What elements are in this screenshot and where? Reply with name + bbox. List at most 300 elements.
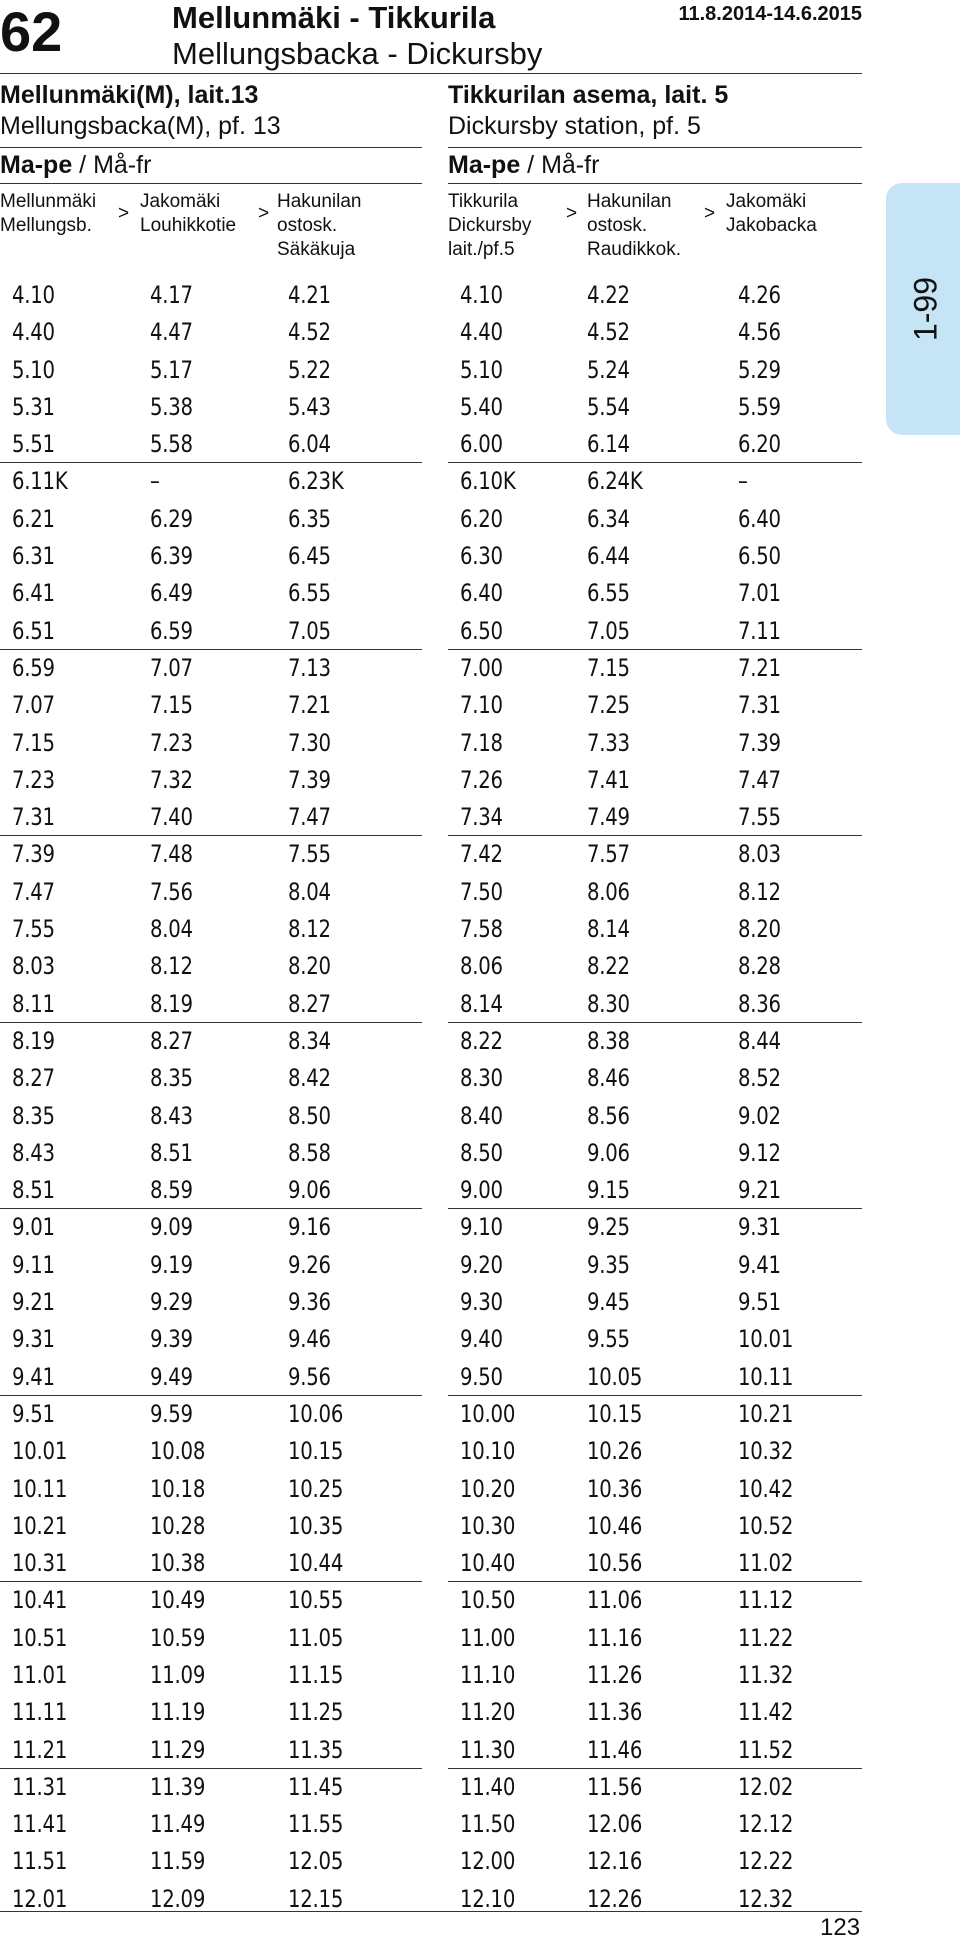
- time-cell: 5.40: [460, 392, 503, 421]
- time-cell: 12.06: [587, 1810, 643, 1839]
- time-cell: 11.19: [150, 1698, 206, 1727]
- time-cell: 11.22: [738, 1623, 794, 1652]
- table-row: [448, 911, 862, 948]
- table-row: [448, 1881, 862, 1918]
- table-row: [0, 762, 422, 799]
- time-cell: 7.05: [587, 616, 630, 645]
- table-row: [448, 1098, 862, 1135]
- table-row: [448, 1471, 862, 1508]
- time-cell: 11.30: [460, 1735, 516, 1764]
- time-cell: –: [738, 467, 748, 496]
- time-cell: 9.15: [587, 1176, 630, 1205]
- time-cell: –: [150, 467, 160, 496]
- time-cell: 10.35: [288, 1511, 344, 1540]
- time-cell: 6.55: [288, 579, 331, 608]
- time-cell: 8.42: [288, 1064, 331, 1093]
- time-cell: 7.47: [738, 765, 781, 794]
- time-cell: 10.08: [150, 1437, 206, 1466]
- time-cell: 6.34: [587, 504, 630, 533]
- table-row: [448, 948, 862, 985]
- table-row: [448, 836, 862, 873]
- table-row: [0, 1135, 422, 1172]
- time-cell: 10.36: [587, 1474, 643, 1503]
- time-cell: 8.11: [12, 989, 55, 1018]
- time-cell: 6.45: [288, 542, 331, 571]
- table-row: [448, 389, 862, 426]
- time-cell: 9.10: [460, 1213, 503, 1242]
- time-cell: 6.29: [150, 504, 193, 533]
- time-cell: 8.20: [288, 952, 331, 981]
- table-row: [448, 277, 862, 314]
- time-cell: 10.46: [587, 1511, 643, 1540]
- time-cell: 7.47: [288, 803, 331, 832]
- time-cell: 10.01: [12, 1437, 68, 1466]
- time-cell: 10.55: [288, 1586, 344, 1615]
- direction-divider-1: [0, 147, 422, 148]
- time-cell: 8.30: [587, 989, 630, 1018]
- time-cell: 7.05: [288, 616, 331, 645]
- stop-header: Hakunilan ostosk. Raudikkok.: [587, 191, 681, 260]
- time-cell: 7.32: [150, 765, 193, 794]
- time-cell: 8.20: [738, 915, 781, 944]
- section-tab[interactable]: [886, 183, 960, 435]
- stop-header: Mellunmäki Mellungsb.: [0, 191, 97, 236]
- time-cell: 7.11: [738, 616, 781, 645]
- time-cell: 11.16: [587, 1623, 643, 1652]
- time-cell: 10.40: [460, 1549, 516, 1578]
- table-row: [448, 1284, 862, 1321]
- time-cell: 6.20: [738, 430, 781, 459]
- time-cell: 6.00: [460, 430, 503, 459]
- time-cell: 8.27: [12, 1064, 55, 1093]
- time-cell: 5.58: [150, 430, 193, 459]
- direction-1-from-sv: Mellungsbacka(M), pf. 13: [0, 112, 281, 140]
- table-row: [448, 1508, 862, 1545]
- time-cell: 6.51: [12, 616, 55, 645]
- time-cell: 10.49: [150, 1586, 206, 1615]
- time-cell: 4.26: [738, 281, 781, 309]
- table-row: [0, 575, 422, 612]
- time-cell: 8.19: [150, 989, 193, 1018]
- footer-divider: [0, 1911, 862, 1912]
- time-cell: 7.23: [12, 765, 55, 794]
- time-cell: 11.39: [150, 1772, 206, 1801]
- time-cell: 11.10: [460, 1660, 516, 1689]
- arrow-icon: >: [258, 203, 270, 224]
- table-row: [448, 650, 862, 687]
- time-cell: 7.57: [587, 840, 630, 869]
- time-cell: 8.12: [150, 952, 193, 981]
- time-cell: 10.21: [12, 1511, 68, 1540]
- time-cell: 9.12: [738, 1138, 781, 1167]
- stop-header: Jakomäki Louhikkotie: [140, 191, 237, 236]
- time-cell: 8.06: [460, 952, 503, 981]
- table-row: [448, 1843, 862, 1880]
- time-cell: 8.43: [12, 1138, 55, 1167]
- table-row: [0, 1508, 422, 1545]
- time-cell: 5.51: [12, 430, 55, 459]
- time-cell: 7.00: [460, 653, 503, 682]
- days-divider-1: [0, 183, 422, 184]
- time-cell: 10.20: [460, 1474, 516, 1503]
- time-cell: 8.52: [738, 1064, 781, 1093]
- time-cell: 6.14: [587, 430, 630, 459]
- route-name-sv: Mellungsbacka - Dickursby: [172, 36, 543, 71]
- time-cell: 6.35: [288, 504, 331, 533]
- time-cell: 11.41: [12, 1810, 68, 1839]
- time-cell: 9.25: [587, 1213, 630, 1242]
- table-row: [0, 613, 422, 650]
- time-cell: 9.19: [150, 1250, 193, 1279]
- table-row: [448, 1620, 862, 1657]
- days-fi: Ma-pe: [0, 151, 73, 179]
- time-cell: 10.28: [150, 1511, 206, 1540]
- time-cell: 10.21: [738, 1399, 794, 1428]
- table-row: [0, 874, 422, 911]
- time-cell: 9.51: [738, 1288, 781, 1317]
- table-row: [448, 1545, 862, 1582]
- table-row: [0, 1806, 422, 1843]
- table-row: [0, 836, 422, 873]
- table-row: [448, 1433, 862, 1470]
- table-row: [448, 1582, 862, 1619]
- time-cell: 10.52: [738, 1511, 794, 1540]
- time-cell: 4.52: [288, 318, 331, 347]
- table-row: [448, 1321, 862, 1358]
- time-cell: 6.11K: [12, 467, 68, 496]
- time-cell: 9.29: [150, 1288, 193, 1317]
- direction-2-from-fi: Tikkurilan asema, lait. 5: [448, 81, 729, 109]
- table-row: [448, 1769, 862, 1806]
- time-cell: 11.55: [288, 1810, 344, 1839]
- time-cell: 8.35: [150, 1064, 193, 1093]
- time-cell: 8.14: [587, 915, 630, 944]
- time-cell: 10.59: [150, 1623, 206, 1652]
- time-cell: 12.10: [460, 1884, 516, 1913]
- time-cell: 12.09: [150, 1884, 206, 1913]
- time-cell: 11.36: [587, 1698, 643, 1727]
- validity-dates: 11.8.2014-14.6.2015: [678, 3, 862, 25]
- time-cell: 11.56: [587, 1772, 643, 1801]
- stop-header: Hakunilan ostosk. Säkäkuja: [277, 191, 362, 260]
- time-cell: 8.04: [288, 877, 331, 906]
- time-cell: 9.21: [12, 1288, 55, 1317]
- days-sv: Må-fr: [93, 151, 152, 179]
- time-cell: 10.15: [288, 1437, 344, 1466]
- table-row: [448, 314, 862, 351]
- time-cell: 11.45: [288, 1772, 344, 1801]
- table-row: [0, 1769, 422, 1806]
- time-cell: 8.46: [587, 1064, 630, 1093]
- time-cell: 5.43: [288, 392, 331, 421]
- time-cell: 11.15: [288, 1660, 344, 1689]
- arrow-icon: >: [704, 203, 716, 224]
- time-cell: 10.15: [587, 1399, 643, 1428]
- time-cell: 9.01: [12, 1213, 55, 1242]
- time-cell: 10.31: [12, 1549, 68, 1578]
- time-cell: 7.39: [12, 840, 55, 869]
- time-cell: 12.02: [738, 1772, 794, 1801]
- time-cell: 10.26: [587, 1437, 643, 1466]
- time-cell: 7.15: [12, 728, 55, 757]
- time-cell: 9.51: [12, 1399, 55, 1428]
- table-row: [0, 538, 422, 575]
- time-cell: 12.05: [288, 1847, 344, 1876]
- time-cell: 8.27: [150, 1026, 193, 1055]
- time-cell: 11.25: [288, 1698, 344, 1727]
- time-cell: 11.50: [460, 1810, 516, 1839]
- time-cell: 12.00: [460, 1847, 516, 1876]
- time-cell: 8.43: [150, 1101, 193, 1130]
- days-separator: /: [72, 151, 94, 179]
- table-row: [0, 1657, 422, 1694]
- time-cell: 9.26: [288, 1250, 331, 1279]
- time-cell: 6.55: [587, 579, 630, 608]
- table-row: [0, 799, 422, 836]
- direction-2-from-sv: Dickursby station, pf. 5: [448, 112, 701, 140]
- time-cell: 9.09: [150, 1213, 193, 1242]
- time-cell: 10.32: [738, 1437, 794, 1466]
- time-cell: 6.24K: [587, 467, 643, 496]
- time-cell: 7.10: [460, 691, 503, 720]
- time-cell: 6.10K: [460, 467, 516, 496]
- time-cell: 6.40: [460, 579, 503, 608]
- table-row: [0, 1433, 422, 1470]
- time-cell: 7.34: [460, 803, 503, 832]
- time-cell: 4.22: [587, 281, 630, 309]
- time-cell: 7.50: [460, 877, 503, 906]
- time-cell: 6.41: [12, 579, 55, 608]
- time-cell: 7.21: [288, 691, 331, 720]
- time-cell: 6.40: [738, 504, 781, 533]
- time-cell: 9.16: [288, 1213, 331, 1242]
- time-cell: 11.02: [738, 1549, 794, 1578]
- table-row: [448, 352, 862, 389]
- table-row: [448, 613, 862, 650]
- time-cell: 7.25: [587, 691, 630, 720]
- time-cell: 4.52: [587, 318, 630, 347]
- time-cell: 8.58: [288, 1138, 331, 1167]
- table-row: [0, 911, 422, 948]
- time-cell: 8.50: [288, 1101, 331, 1130]
- route-number: 62: [0, 0, 63, 63]
- time-cell: 7.31: [12, 803, 55, 832]
- time-cell: 8.44: [738, 1026, 781, 1055]
- table-row: [0, 1582, 422, 1619]
- time-cell: 5.17: [150, 355, 193, 384]
- time-cell: 8.12: [288, 915, 331, 944]
- time-cell: 8.36: [738, 989, 781, 1018]
- table-row: [0, 1284, 422, 1321]
- time-cell: 7.07: [12, 691, 55, 720]
- page-number: 123: [820, 1914, 861, 1941]
- time-cell: 10.50: [460, 1586, 516, 1615]
- table-row: [0, 463, 422, 500]
- time-cell: 8.06: [587, 877, 630, 906]
- time-cell: 7.13: [288, 653, 331, 682]
- table-row: [0, 1023, 422, 1060]
- time-cell: 6.59: [12, 653, 55, 682]
- time-cell: 7.55: [738, 803, 781, 832]
- time-cell: 9.50: [460, 1362, 503, 1391]
- table-row: [0, 1694, 422, 1731]
- time-cell: 11.05: [288, 1623, 344, 1652]
- time-cell: 8.22: [460, 1026, 503, 1055]
- time-cell: 12.22: [738, 1847, 794, 1876]
- table-row: [0, 426, 422, 463]
- days-sv: Må-fr: [541, 151, 600, 179]
- table-row: [0, 1359, 422, 1396]
- time-cell: 8.22: [587, 952, 630, 981]
- table-row: [448, 687, 862, 724]
- time-cell: 8.38: [587, 1026, 630, 1055]
- time-cell: 9.20: [460, 1250, 503, 1279]
- time-cell: 8.14: [460, 989, 503, 1018]
- time-cell: 9.36: [288, 1288, 331, 1317]
- time-cell: 4.10: [460, 281, 503, 309]
- time-cell: 10.30: [460, 1511, 516, 1540]
- time-cell: 11.21: [12, 1735, 68, 1764]
- direction-2-stops: [448, 190, 862, 264]
- time-cell: 7.55: [12, 915, 55, 944]
- table-row: [0, 1098, 422, 1135]
- table-row: [448, 501, 862, 538]
- time-cell: 6.30: [460, 542, 503, 571]
- time-cell: 11.11: [12, 1698, 68, 1727]
- time-cell: 11.52: [738, 1735, 794, 1764]
- table-row: [0, 1471, 422, 1508]
- table-row: [0, 277, 422, 314]
- time-cell: 4.56: [738, 318, 781, 347]
- direction-2-header: [448, 80, 728, 142]
- time-cell: 6.23K: [288, 467, 344, 496]
- arrow-icon: >: [566, 203, 578, 224]
- direction-1-timetable: [0, 277, 422, 1918]
- time-cell: 10.11: [738, 1362, 794, 1391]
- time-cell: 9.59: [150, 1399, 193, 1428]
- time-cell: 9.06: [587, 1138, 630, 1167]
- time-cell: 5.22: [288, 355, 331, 384]
- time-cell: 7.47: [12, 877, 55, 906]
- time-cell: 10.56: [587, 1549, 643, 1578]
- time-cell: 7.18: [460, 728, 503, 757]
- time-cell: 8.56: [587, 1101, 630, 1130]
- time-cell: 11.00: [460, 1623, 516, 1652]
- days-divider-2: [448, 183, 862, 184]
- table-row: [0, 1545, 422, 1582]
- time-cell: 6.31: [12, 542, 55, 571]
- table-row: [0, 1172, 422, 1209]
- time-cell: 9.39: [150, 1325, 193, 1354]
- time-cell: 9.31: [738, 1213, 781, 1242]
- time-cell: 7.39: [288, 765, 331, 794]
- time-cell: 9.06: [288, 1176, 331, 1205]
- table-row: [448, 1023, 862, 1060]
- time-cell: 8.40: [460, 1101, 503, 1130]
- direction-2-timetable: [448, 277, 862, 1918]
- table-row: [0, 352, 422, 389]
- time-cell: 6.20: [460, 504, 503, 533]
- section-tab-label: 1-99: [907, 276, 944, 342]
- time-cell: 7.39: [738, 728, 781, 757]
- table-row: [448, 1806, 862, 1843]
- table-row: [448, 426, 862, 463]
- time-cell: 4.40: [460, 318, 503, 347]
- time-cell: 11.51: [12, 1847, 68, 1876]
- table-row: [448, 986, 862, 1023]
- time-cell: 7.40: [150, 803, 193, 832]
- time-cell: 11.35: [288, 1735, 344, 1764]
- time-cell: 7.55: [288, 840, 331, 869]
- time-cell: 11.06: [587, 1586, 643, 1615]
- time-cell: 10.05: [587, 1362, 643, 1391]
- time-cell: 7.58: [460, 915, 503, 944]
- time-cell: 6.39: [150, 542, 193, 571]
- table-row: [0, 687, 422, 724]
- time-cell: 12.26: [587, 1884, 643, 1913]
- time-cell: 12.15: [288, 1884, 344, 1913]
- time-cell: 5.38: [150, 392, 193, 421]
- time-cell: 10.10: [460, 1437, 516, 1466]
- time-cell: 9.30: [460, 1288, 503, 1317]
- table-row: [448, 1135, 862, 1172]
- time-cell: 11.40: [460, 1772, 516, 1801]
- time-cell: 11.32: [738, 1660, 794, 1689]
- time-cell: 7.15: [587, 653, 630, 682]
- time-cell: 8.27: [288, 989, 331, 1018]
- time-cell: 6.21: [12, 504, 55, 533]
- time-cell: 7.07: [150, 653, 193, 682]
- time-cell: 5.10: [12, 355, 55, 384]
- time-cell: 9.41: [738, 1250, 781, 1279]
- time-cell: 12.12: [738, 1810, 794, 1839]
- time-cell: 6.49: [150, 579, 193, 608]
- table-row: [448, 799, 862, 836]
- time-cell: 10.11: [12, 1474, 68, 1503]
- time-cell: 5.31: [12, 392, 55, 421]
- time-cell: 10.38: [150, 1549, 206, 1578]
- time-cell: 8.03: [738, 840, 781, 869]
- table-row: [0, 1247, 422, 1284]
- time-cell: 7.15: [150, 691, 193, 720]
- table-row: [448, 1247, 862, 1284]
- time-cell: 9.00: [460, 1176, 503, 1205]
- table-row: [0, 1881, 422, 1918]
- table-row: [0, 986, 422, 1023]
- time-cell: 10.42: [738, 1474, 794, 1503]
- table-row: [0, 948, 422, 985]
- time-cell: 9.40: [460, 1325, 503, 1354]
- table-row: [0, 1060, 422, 1097]
- time-cell: 7.30: [288, 728, 331, 757]
- direction-1-days: [0, 150, 151, 181]
- time-cell: 9.11: [12, 1250, 55, 1279]
- stop-header: Tikkurila Dickursby lait./pf.5: [448, 191, 532, 260]
- time-cell: 6.44: [587, 542, 630, 571]
- time-cell: 6.50: [738, 542, 781, 571]
- table-row: [448, 463, 862, 500]
- table-row: [0, 314, 422, 351]
- time-cell: 4.17: [150, 281, 193, 309]
- time-cell: 12.16: [587, 1847, 643, 1876]
- table-row: [448, 1732, 862, 1769]
- time-cell: 4.21: [288, 281, 331, 309]
- time-cell: 10.00: [460, 1399, 516, 1428]
- time-cell: 12.01: [12, 1884, 68, 1913]
- time-cell: 11.59: [150, 1847, 206, 1876]
- time-cell: 10.18: [150, 1474, 206, 1503]
- header-divider: [0, 73, 862, 74]
